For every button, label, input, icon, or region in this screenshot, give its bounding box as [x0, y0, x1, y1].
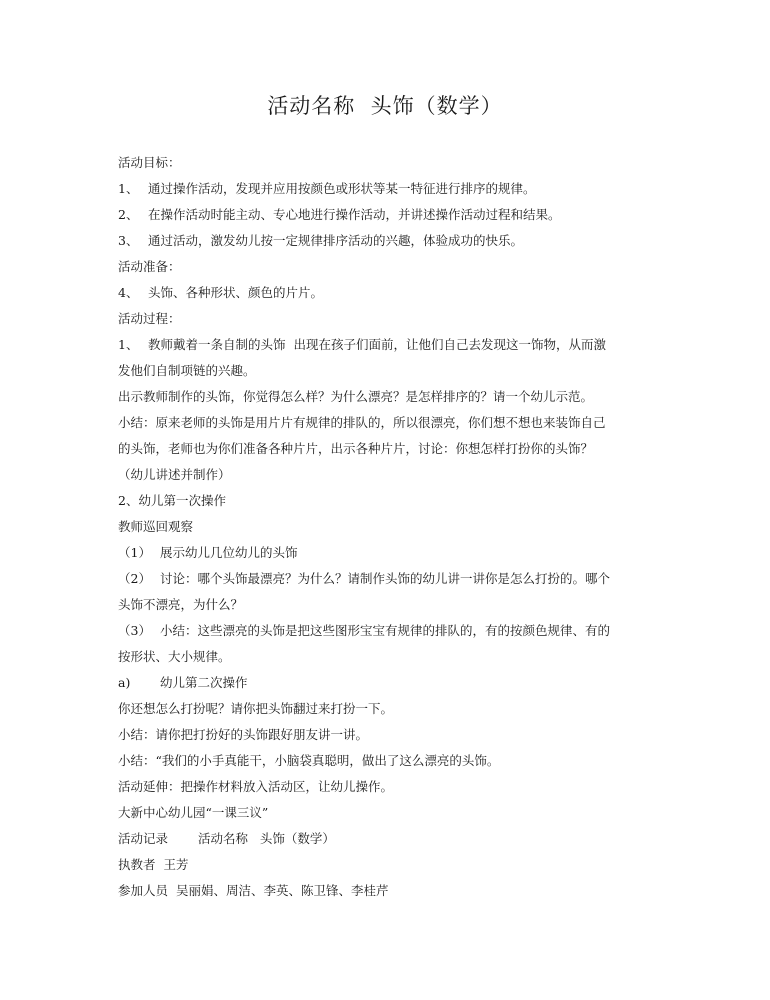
paragraph-show: 出示教师制作的头饰，你觉得怎么样？为什么漂亮？是怎样排序的？请一个幼儿示范。 [118, 389, 594, 404]
paragraph-summary-2: 小结：请你把打扮好的头饰跟好朋友讲一讲。 [118, 727, 369, 742]
sub-item [118, 540, 658, 566]
objective-item [118, 176, 658, 202]
process-step-number: 1、 [118, 337, 139, 352]
record-label: 活动记录 [118, 831, 169, 846]
sub-item [118, 566, 658, 592]
objective-number: 1、 [118, 181, 139, 196]
preparation-text: 头饰、各种形状、颜色的片片。 [148, 285, 324, 300]
objectives-heading: 活动目标： [118, 155, 181, 170]
paragraph-summary-3: 小结：“我们的小手真能干，小脑袋真聪明，做出了这么漂亮的头饰。 [118, 753, 500, 768]
paragraph-step-2: 2、幼儿第一次操作 [118, 493, 226, 508]
paragraph-second-operation [118, 670, 658, 696]
sub-item-text: 讨论：哪个头饰最漂亮？为什么？请制作头饰的幼儿讲一讲你是怎么打扮的。哪个 [160, 571, 611, 586]
objective-item [118, 202, 658, 228]
paragraph-summary-1: 小结：原来老师的头饰是用片片有规律的排队的，所以很漂亮，你们想不想也来装饰自己 [118, 415, 606, 430]
paragraph-how: 你还想怎么打扮呢？请你把头饰翻过来打扮一下。 [118, 701, 394, 716]
sub-item-number: （1） [118, 545, 151, 560]
paragraph-teacher-observe: 教师巡回观察 [118, 519, 194, 534]
sub-item-number: （2） [118, 571, 151, 586]
objective-number: 2、 [118, 207, 139, 222]
paragraph-child-tell: （幼儿讲述并制作） [118, 467, 231, 482]
paragraph-summary-1-continued: 的头饰，老师也为你们准备各种片片，出示各种片片，讨论：你想怎样打扮你的头饰？ [118, 441, 594, 456]
process-step-1 [118, 332, 658, 358]
preparation-number: 4、 [118, 285, 139, 300]
document-body [118, 150, 658, 904]
process-step-text: 教师戴着一条自制的头饰 出现在孩子们面前，让他们自己去发现这一饰物，从而激 [148, 337, 606, 352]
sub-item-text: 小结：这些漂亮的头饰是把这些图形宝宝有规律的排队的，有的按颜色规律、有的 [160, 623, 611, 638]
process-step-1-continued: 发他们自制项链的兴趣。 [118, 363, 256, 378]
preparation-heading: 活动准备： [118, 259, 181, 274]
participants-line: 参加人员 吴丽娟、周洁、李英、陈卫锋、李桂芹 [118, 883, 389, 898]
sub-item-text: 展示幼儿几位幼儿的头饰 [160, 545, 298, 560]
record-activity-name: 活动名称 头饰（数学） [198, 831, 335, 846]
page-title: 活动名称 头饰（数学） [267, 94, 503, 118]
objective-text: 在操作活动时能主动、专心地进行操作活动，并讲述操作活动过程和结果。 [148, 207, 561, 222]
paragraph-extension: 活动延伸：把操作材料放入活动区，让幼儿操作。 [118, 779, 394, 794]
list-letter: a) [118, 675, 131, 690]
record-line [118, 826, 658, 852]
teacher-line: 执教者 王芳 [118, 857, 189, 872]
sub-item-continued: 头饰不漂亮，为什么？ [118, 597, 244, 612]
sub-item [118, 618, 658, 644]
list-letter-text: 幼儿第二次操作 [160, 675, 248, 690]
process-heading: 活动过程： [118, 311, 181, 326]
sub-item-number: （3） [118, 623, 151, 638]
objective-number: 3、 [118, 233, 139, 248]
objective-text: 通过操作活动，发现并应用按颜色或形状等某一特征进行排序的规律。 [148, 181, 536, 196]
sub-item-continued: 按形状、大小规律。 [118, 649, 231, 664]
objective-text: 通过活动，激发幼儿按一定规律排序活动的兴趣，体验成功的快乐。 [148, 233, 524, 248]
paragraph-kindergarten: 大新中心幼儿园“一课三议” [118, 805, 269, 820]
preparation-item [118, 280, 658, 306]
objective-item [118, 228, 658, 254]
